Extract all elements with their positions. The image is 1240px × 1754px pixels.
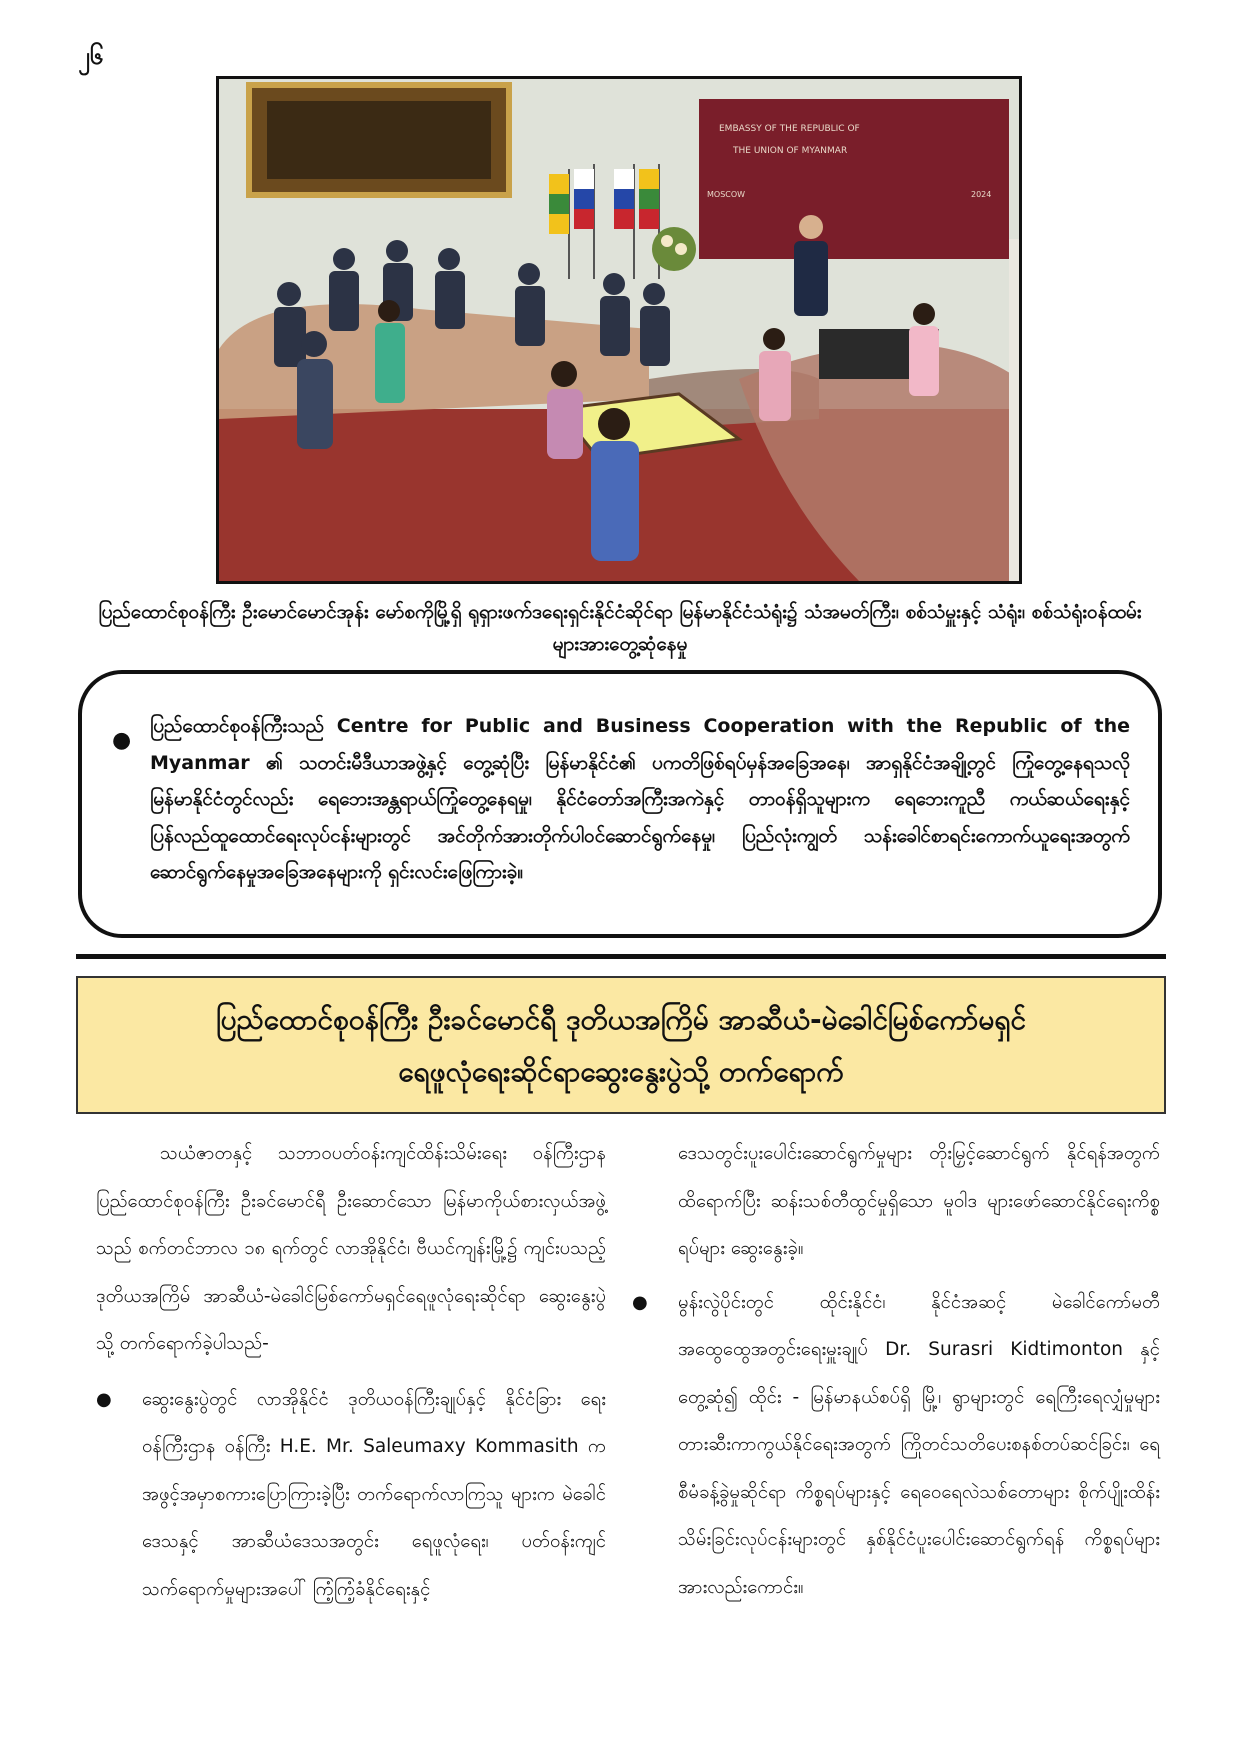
right-column [632,1130,1160,1617]
bullet-item-2 [632,1279,1160,1612]
meeting-photo [216,76,1022,584]
section-divider [76,954,1166,959]
banner-line-1: EMBASSY OF THE REPUBLIC OF [719,124,860,134]
meeting-photo-illustration [219,79,1019,581]
bullet-icon: ● [632,1291,648,1313]
page-number: ၂၆ [78,42,104,70]
embassy-banner [699,99,1009,259]
bullet-icon: ● [96,1388,112,1410]
summary-text: ပြည်ထောင်စုဝန်ကြီးသည် Centre for Public and Business Cooperation with the Republic of the Myanmar ၏ သတင်းမီဒီယာအဖွဲ့နှင့် တွေ့ဆုံပြီး မြန်မာနိုင်ငံ၏ ပကတိဖြစ်ရပ်မှန်အခြေအနေ၊ အာရှနိုင်ငံအချို့တွင် ကြုံတွေ့နေရသလို မြန်မာနိုင်ငံတွင်လည်း ရေဘေးအန္တရာယ်ကြုံတွေ့နေရမှု၊ နိုင်ငံတော်အကြီးအကဲနှင့် တာဝန်ရှိသူများက ရေဘေးကူညီ ကယ်ဆယ်ရေးနှင့် ပြန်လည်ထူထောင်ရေးလုပ်ငန်းများတွင် အင်တိုက်အားတိုက်ပါဝင်ဆောင်ရွက်နေမှု၊ ပြည်လုံးကျွတ် သန်းခေါင်စာရင်းကောက်ယူရေးအတွက် ဆောင်ရွက်နေမှုအခြေအနေများကို ရှင်းလင်းဖြေကြားခဲ့။ [150,715,1130,883]
intro-paragraph: သယံဇာတနှင့် သဘာဝပတ်ဝန်းကျင်ထိန်းသိမ်းရေး ဝန်ကြီးဌာန ပြည်ထောင်စုဝန်ကြီး ဦးခင်မောင်ရီ ဦးဆောင်သော မြန်မာကိုယ်စားလှယ်အဖွဲ့သည် စက်တင်ဘာလ ၁၈ ရက်တွင် လာအိုနိုင်ငံ၊ ဗီယင်ကျန်းမြို့၌ ကျင်းပသည့် ဒုတိယအကြိမ် အာဆီယံ-မဲခေါင်မြစ်ကော်မရှင်ရေဖူလုံရေးဆိုင်ရာ ဆွေးနွေးပွဲသို့ တက်ရောက်ခဲ့ပါသည်- [96,1143,606,1354]
headline-box [76,976,1166,1114]
bullet-continuation [632,1130,1160,1273]
bullet-item-2-text: မွန်းလွဲပိုင်းတွင် ထိုင်းနိုင်ငံ၊ နိုင်ငံအဆင့် မဲခေါင်ကော်မတီ အထွေထွေအတွင်းရေးမှူးချုပ် Dr. Surasri Kidtimonton နှင့်တွေ့ဆုံ၍ ထိုင်း - မြန်မာနယ်စပ်ရှိ မြို့၊ ရွာများတွင် ရေကြီးရေလျှံမှုများ တားဆီးကာကွယ်နိုင်ရေးအတွက် ကြိုတင်သတိပေးစနစ်တပ်ဆင်ခြင်း၊ ရေစီမံခန့်ခွဲမှုဆိုင်ရာ ကိစ္စရပ်များနှင့် ရေဝေရေလဲသစ်တောများ စိုက်ပျိုးထိန်း သိမ်းခြင်းလုပ်ငန်းများတွင် နှစ်နိုင်ငံပူးပေါင်းဆောင်ရွက်ရန် ကိစ္စရပ်များအားလည်းကောင်း။ [678,1291,1160,1598]
banner-city: MOSCOW [707,190,746,199]
bullet-continuation-text: ဒေသတွင်းပူးပေါင်းဆောင်ရွက်မှုများ တိုးမြှင့်ဆောင်ရွက် နိုင်ရန်အတွက် ထိရောက်ပြီး ဆန်းသစ်တီထွင်မှုရှိသော မူဝါဒ များဖော်ဆောင်နိုင်ရေးကိစ္စရပ်များ ဆွေးနွေးခဲ့။ [678,1143,1160,1259]
banner-line-2: THE UNION OF MYANMAR [733,146,848,156]
photo-caption: ပြည်ထောင်စုဝန်ကြီး ဦးမောင်မောင်အုန်း မော်စကိုမြို့ရှိ ရုရှားဖက်ဒရေးရှင်းနိုင်ငံဆိုင်ရာ မြန်မာနိုင်ငံသံရုံး၌ သံအမတ်ကြီး၊ စစ်သံမှူးနှင့် သံရုံး၊ စစ်သံရုံးဝန်ထမ်း များအားတွေ့ဆုံနေမှု [98,601,1142,655]
headline-line-1: ပြည်ထောင်စုဝန်ကြီး ဦးခင်မောင်ရီ ဒုတိယအကြိမ် အာဆီယံ-မဲခေါင်မြစ်ကော်မရှင် [215,1003,1027,1036]
bullet-item-1-text: ဆွေးနွေးပွဲတွင် လာအိုနိုင်ငံ ဒုတိယဝန်ကြီးချုပ်နှင့် နိုင်ငံခြား ရေးဝန်ကြီးဌာန ဝန်ကြီး H.E. Mr. Saleumaxy Kommasith က အဖွင့်အမှာစကားပြောကြားခဲ့ပြီး တက်ရောက်လာကြသူ များက မဲခေါင်ဒေသနှင့် အာဆီယံဒေသအတွင်း ရေဖူလုံရေး၊ ပတ်ဝန်းကျင်သက်ရောက်မှုများအပေါ် ကြံ့ကြံ့ခံနိုင်ရေးနှင့် [142,1388,606,1600]
summary-bullet-icon: ● [112,728,132,753]
left-column [96,1130,606,1619]
bullet-item-1 [96,1376,606,1614]
banner-year: 2024 [971,190,992,199]
summary-box [78,670,1162,938]
headline-line-2: ရေဖူလုံရေးဆိုင်ရာဆွေးနွေးပွဲသို့ တက်ရောက် [398,1055,844,1088]
